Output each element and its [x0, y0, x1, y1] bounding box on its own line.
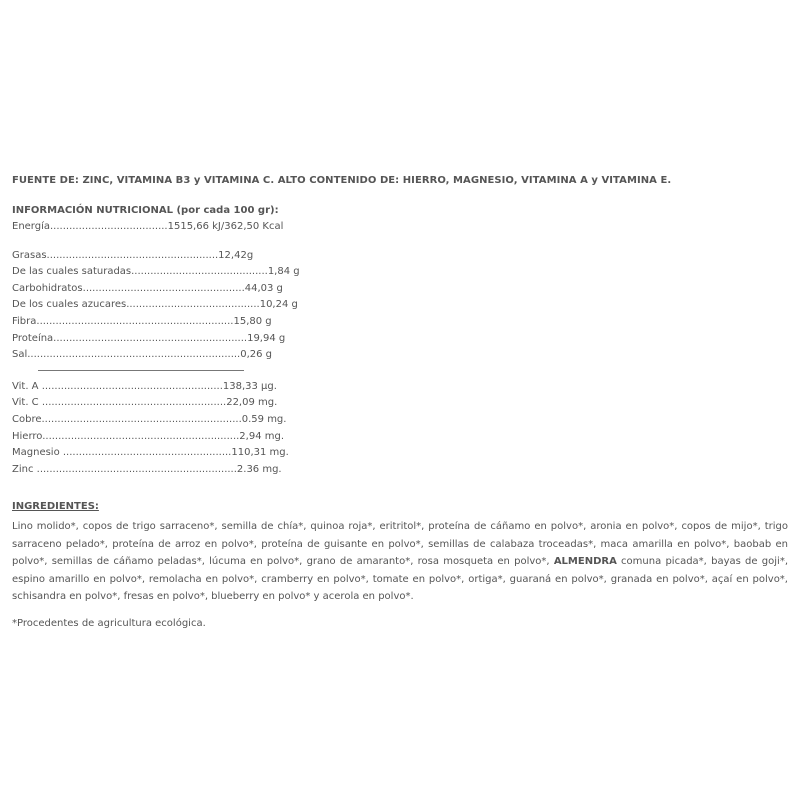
nutrition-row: Vit. A .........................................................138,33 μg. [12, 380, 277, 392]
micros-list [12, 379, 788, 479]
ingredients-text [12, 518, 788, 605]
nutrition-row: Carbohidratos...................................................44,03 g [12, 282, 283, 294]
organic-footnote: *Procedentes de agricultura ecológica. [12, 618, 206, 630]
nutrition-row: De los cuales azucares..........................................10,24 g [12, 299, 298, 311]
allergen-highlight: ALMENDRA [553, 556, 617, 568]
nutrition-title: INFORMACIÓN NUTRICIONAL (por cada 100 gr): [12, 205, 279, 216]
divider [38, 370, 244, 371]
ingredients-title: INGREDIENTES: [12, 501, 99, 513]
nutrition-row: Proteína.............................................................19,94 g [12, 332, 286, 344]
nutrition-row: Cobre...............................................................0.59 mg. [12, 413, 287, 425]
ingredients-text-start: Lino molido*, copos de trigo sarraceno*, semilla de chía*, quinoa roja*, eritritol*, proteína de cáñamo en polvo*, aronia en polvo*, copos de mijo*, trigo sarraceno pelado*, proteína de arroz en polvo*, proteína de guisante en polvo*, semillas de calabaza troceadas*, maca amarilla en polvo*, baobab en polvo*, semillas de cáñamo peladas*, lúcuma en polvo*, grano de amaranto*, rosa mosqueta en polvo*, [12, 521, 788, 568]
nutrition-row: Grasas......................................................12,42g [12, 249, 254, 261]
nutrition-row: Magnesio .....................................................110,31 mg. [12, 447, 289, 459]
nutrition-row: Hierro..............................................................2,94 mg. [12, 430, 285, 442]
nutrition-row: De las cuales saturadas...........................................1,84 g [12, 266, 300, 278]
nutrition-row: Fibra..............................................................15,80 g [12, 315, 272, 327]
nutrition-row: Sal...................................................................0,26 g [12, 349, 273, 361]
macros-list [12, 248, 788, 364]
nutrient-sources-claim: FUENTE DE: ZINC, VITAMINA B3 y VITAMINA C. ALTO CONTENIDO DE: HIERRO, MAGNESIO, VITAMINA A y VITAMINA E. [12, 175, 672, 186]
product-info [12, 175, 788, 632]
ingredients-text-end: comuna picada*, bayas de goji*, espino amarillo en polvo*, remolacha en polvo*, cramberry en polvo*, tomate en polvo*, ortiga*, guaraná en polvo*, granada en polvo*, açaí en polvo*, schisandra en polvo*, fresas en polvo*, blueberry en polvo* y acerola en polvo*. [12, 556, 788, 602]
nutrition-row: Vit. C ..........................................................22,09 mg. [12, 397, 278, 409]
nutrition-row: Zinc ...............................................................2.36 mg. [12, 463, 282, 475]
energy-row: Energía.....................................1515,66 kJ/362,50 Kcal [12, 221, 284, 232]
